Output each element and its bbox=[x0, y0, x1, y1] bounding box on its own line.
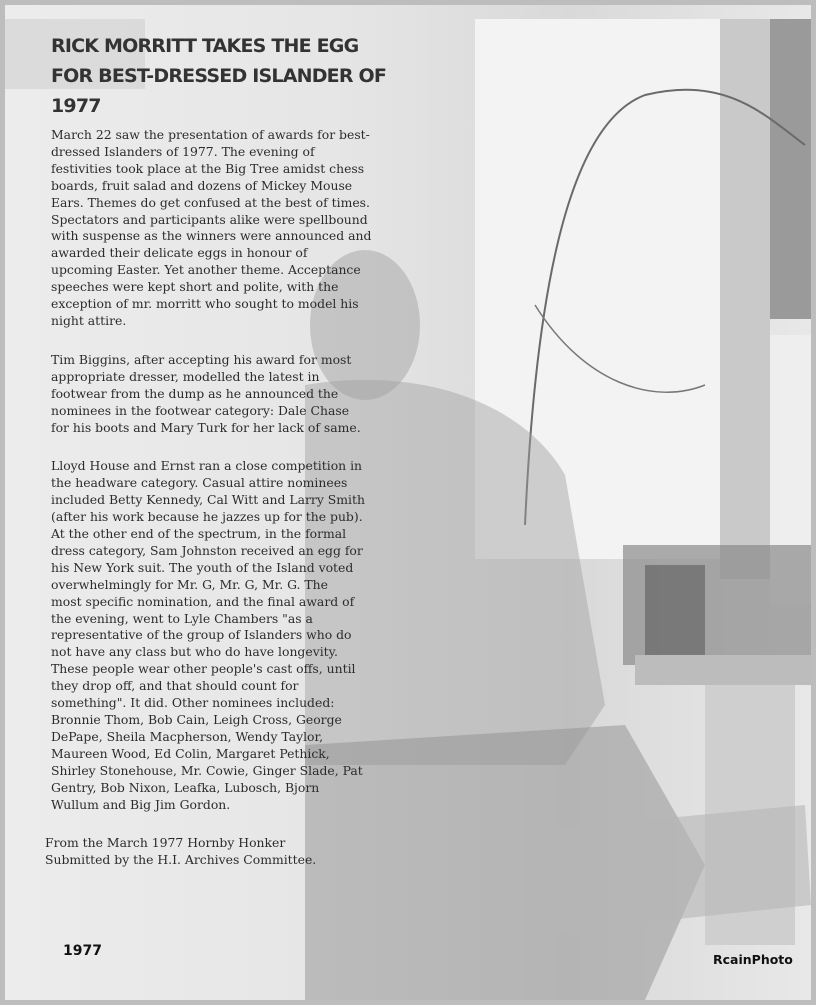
paragraph-footwear: Tim Biggins, after accepting his award for most appropriate dresser, modelled the latest in footwear from the dump as he announced the nominees in the footwear category: Dale Chase for his boots and Mary Turk for her lack of same. bbox=[51, 351, 361, 435]
headline: RICK MORRITT TAKES THE EGG FOR BEST-DRESSED ISLANDER OF 1977 bbox=[51, 35, 387, 117]
source-credit: From the March 1977 Hornby Honker Submitted by the H.I. Archives Committee. bbox=[45, 835, 317, 868]
article bbox=[45, 31, 390, 869]
paragraph-awards: March 22 saw the presentation of awards for best- dressed Islanders of 1977. The evening of festivities took place at the Big Tree amidst chess boards, fruit salad and dozens of Mickey Mouse Ears. Themes do get confused at the best of times. Spectators and participants alike were spellbound with suspense as the winners were announced and awarded their delicate eggs in honour of upcoming Easter. Yet another theme. Acceptance speeches were kept short and polite, with the exception of mr. morritt who sought to model his night attire. bbox=[51, 127, 372, 328]
photo-credit: RcainPhoto bbox=[713, 952, 793, 967]
paragraph-nominees: Lloyd House and Ernst ran a close competition in the headware category. Casual attire nominees included Betty Kennedy, Cal Witt and Larry Smith (after his work because he jazzes up for the pub). At the other end of the spectrum, in the formal dress category, Sam Johnston received an egg for his New York suit. The youth of the Island voted overwhelmingly for Mr. G, Mr. G, Mr. G. The most specific nomination, and the final award of the evening, went to Lyle Chambers "as a representative of the group of Islanders who do not have any class but who do have longevity. These people wear other people's cast offs, until they drop off, and that should count for something". It did. Other nominees included: Bronnie Thom, Bob Cain, Leigh Cross, George DePape, Sheila Macpherson, Wendy Taylor, Maureen Wood, Ed Colin, Margaret Pethick, Shirley Stonehouse, Mr. Cowie, Ginger Slade, Pat Gentry, Bob Nixon, Leafka, Lubosch, Bjorn Wullum and Big Jim Gordon. bbox=[51, 458, 365, 812]
year-label: 1977 bbox=[63, 943, 102, 959]
